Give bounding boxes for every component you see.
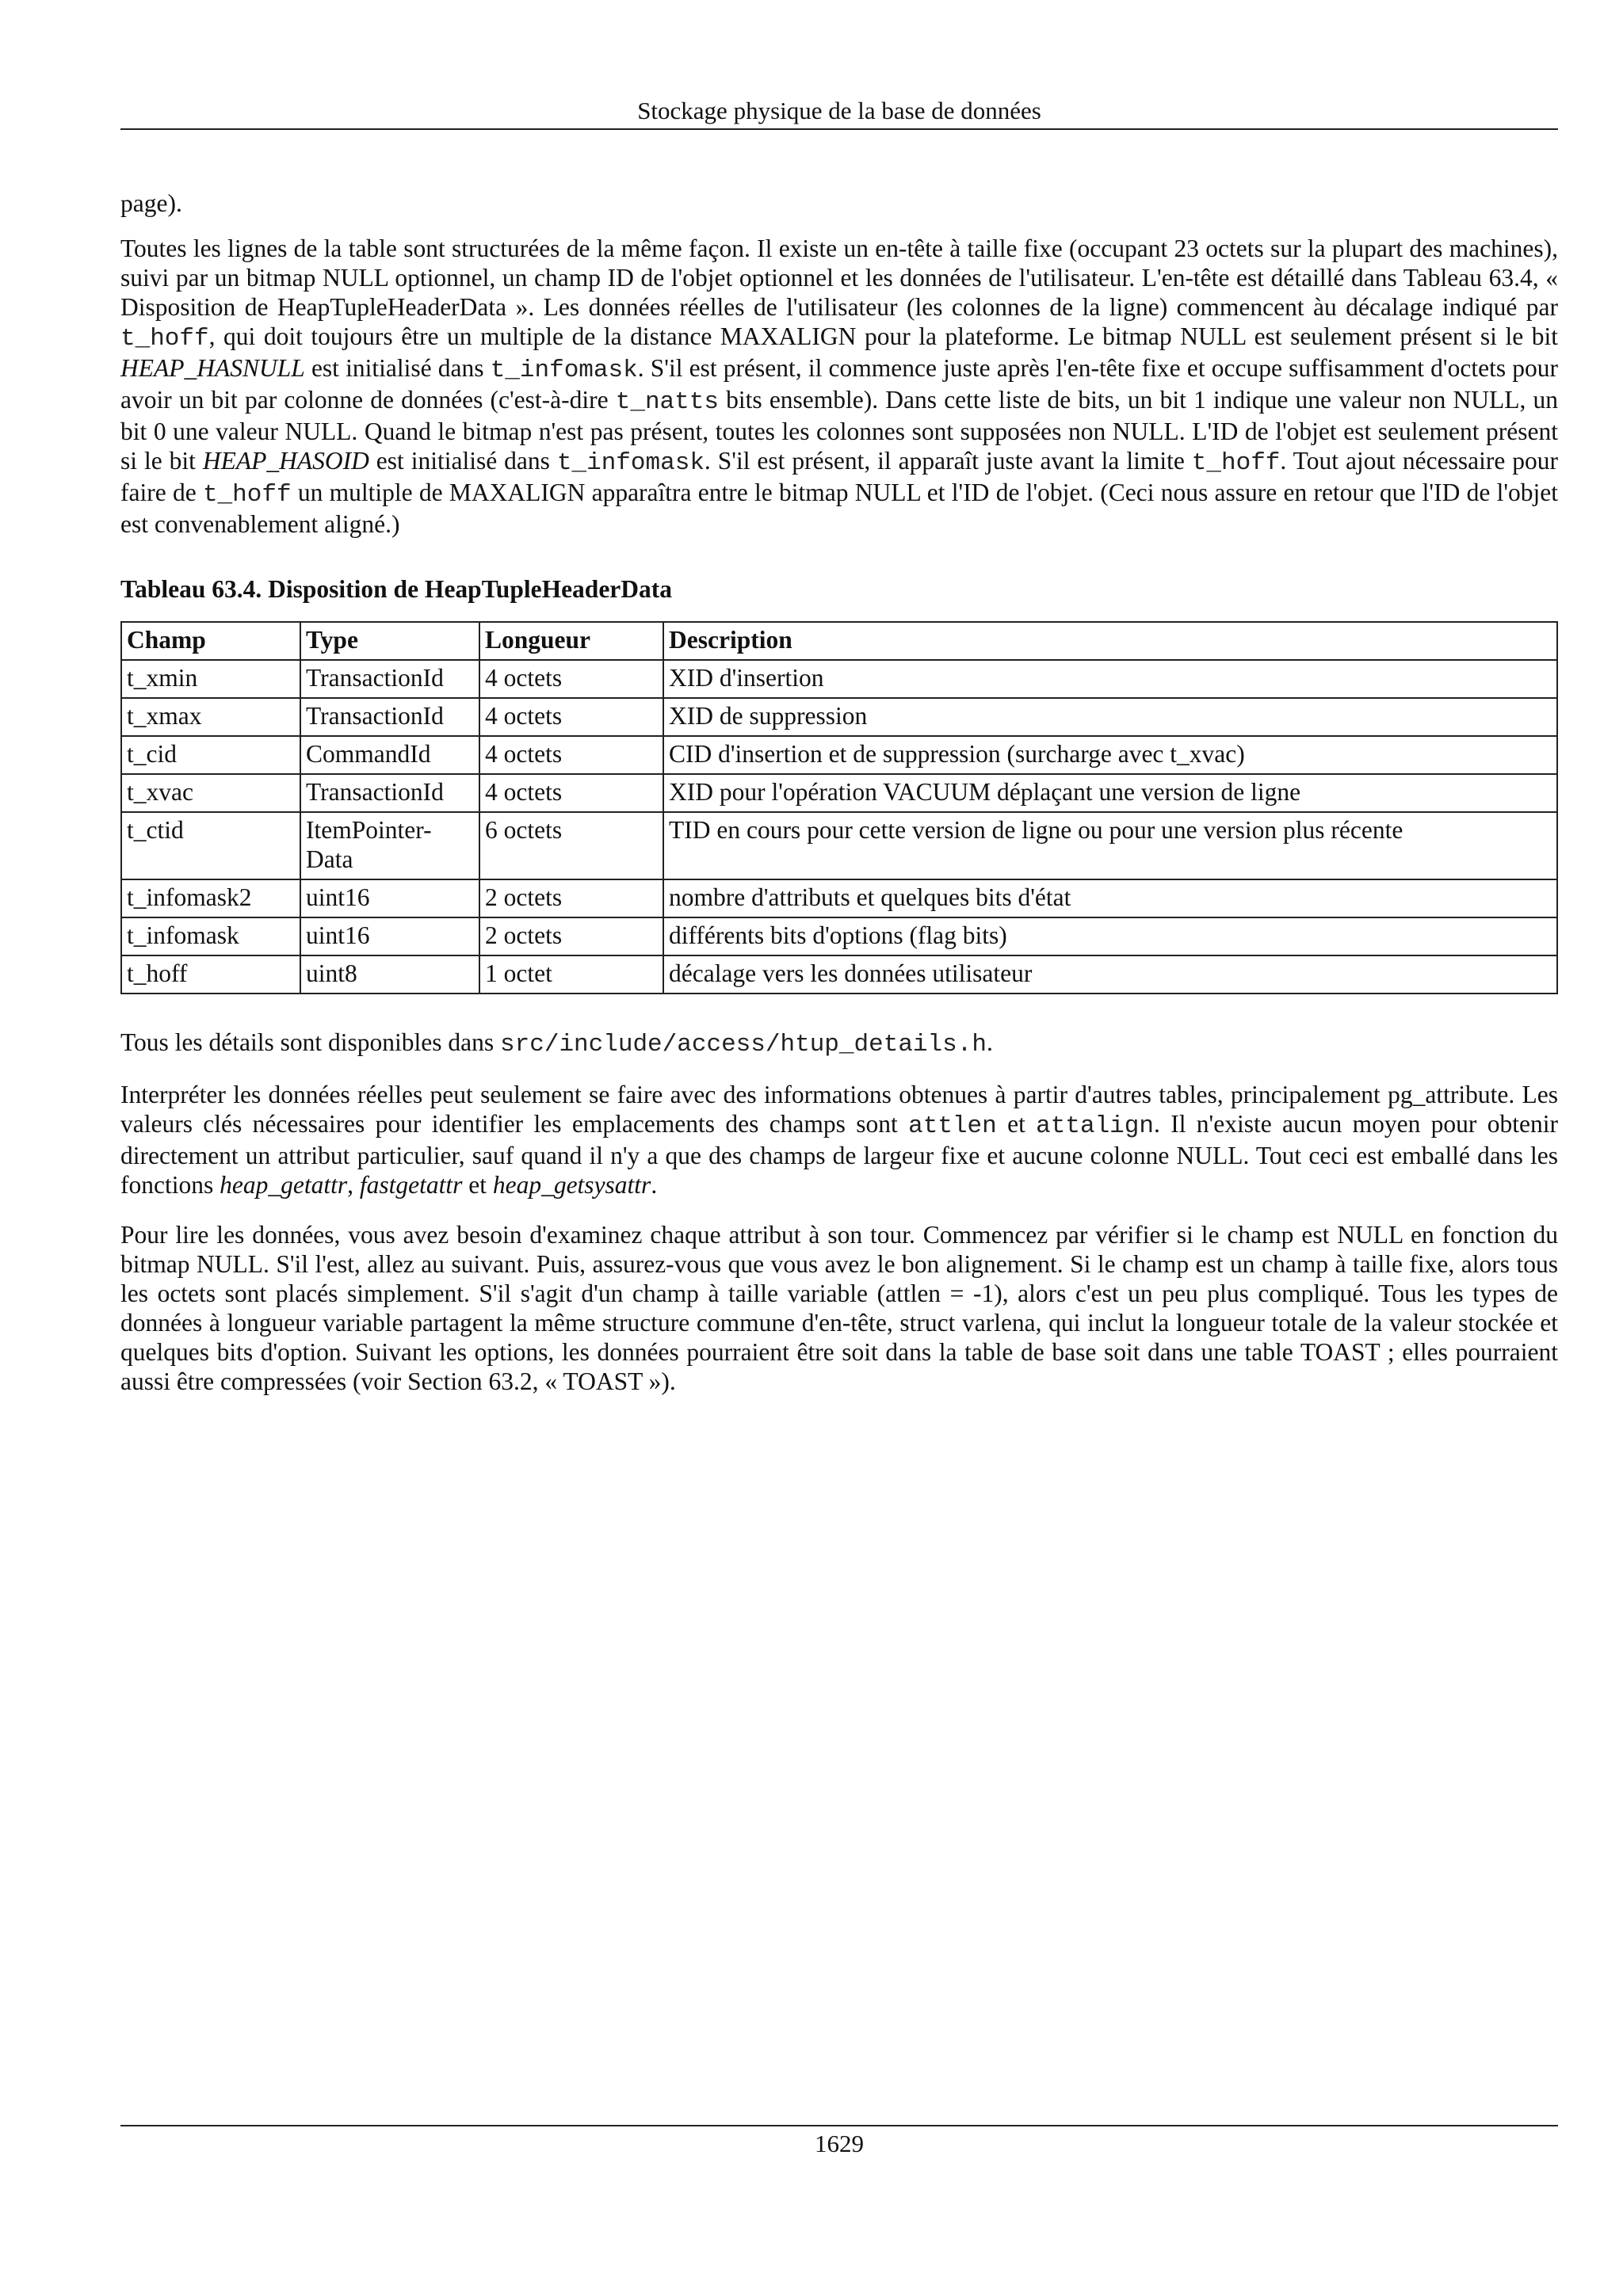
text-run: Tous les détails sont disponibles dans [120,1028,501,1056]
column-header-champ: Champ [121,622,300,660]
table-row-t-xmax [121,698,1557,736]
table-row-t-hoff [121,955,1557,994]
cell-longueur: 1 octet [479,955,663,994]
text-run: est initialisé dans [304,354,491,382]
inline-code: t_hoff [120,325,209,353]
inline-code: attalign [1036,1112,1154,1140]
text-run: Interpréter les données réelles peut seulement se faire avec des informations obtenues à partir d'autres tables, principalement pg_attribute. Les valeurs clés nécessaires pour identifier les emplacements des champs sont [120,1081,1558,1138]
column-header-type: Type [300,622,479,660]
cell-champ: t_xmin [121,660,300,698]
column-header-description: Description [663,622,1557,660]
table-row-t-infomask [121,917,1557,955]
paragraph-tuple-structure [120,234,1558,539]
paragraph-read [120,1220,1558,1396]
text-run: . Tout ajout nécessaire pour faire de [120,447,1558,506]
cell-champ: t_hoff [121,955,300,994]
cell-champ: t_cid [121,736,300,774]
cell-longueur: 4 octets [479,660,663,698]
table-row-t-infomask2 [121,879,1557,917]
table-row-t-xmin [121,660,1557,698]
cell-longueur: 4 octets [479,698,663,736]
column-header-longueur: Longueur [479,622,663,660]
page-number: 1629 [120,2125,1558,2158]
text-run: , [347,1171,360,1199]
page-content [120,189,1558,1417]
text-run: . Il n'existe aucun moyen pour obtenir directement un attribut particulier, sauf quand il n'y a que des champs de largeur fixe et aucune colonne NULL. Tout ceci est emballé dans les fonctions [120,1110,1558,1199]
cell-type: ItemPointer-Data [300,812,479,879]
inline-code: t_hoff [1191,449,1281,477]
cell-type: TransactionId [300,660,479,698]
emphasis: heap_getattr [220,1171,348,1199]
heaptupleheaderdata-table [120,621,1558,994]
cell-description: nombre d'attributs et quelques bits d'état [663,879,1557,917]
text-run: . S'il est présent, il commence juste après l'en-tête fixe et occupe suffisamment d'octets pour avoir un bit par colonne de données (c'est-à-dire [120,354,1558,414]
emphasis: heap_getsysattr [492,1171,651,1199]
cell-champ: t_infomask [121,917,300,955]
inline-code: t_hoff [202,481,292,509]
table-header-row [121,622,1557,660]
cell-type: uint16 [300,917,479,955]
cell-longueur: 6 octets [479,812,663,879]
paragraph-details [120,1028,1558,1059]
cell-description: décalage vers les données utilisateur [663,955,1557,994]
cell-description: différents bits d'options (flag bits) [663,917,1557,955]
inline-code: t_infomask [490,357,638,384]
emphasis: HEAP_HASOID [202,447,369,475]
text-run: . S'il est présent, il apparaît juste avant la limite [704,447,1192,475]
cell-longueur: 2 octets [479,879,663,917]
emphasis: fastgetattr [359,1171,463,1199]
cell-type: TransactionId [300,774,479,812]
inline-code: attlen [908,1112,997,1140]
text-run: un multiple de MAXALIGN apparaîtra entre le bitmap NULL et l'ID de l'objet. (Ceci nous assure en retour que l'ID de l'objet est convenablement aligné.) [120,479,1558,538]
cell-description: XID d'insertion [663,660,1557,698]
cell-champ: t_ctid [121,812,300,879]
paragraph-continuation: page). [120,189,182,217]
cell-description: TID en cours pour cette version de ligne ou pour une version plus récente [663,812,1557,879]
inline-code: src/include/access/htup_details.h [500,1031,987,1058]
cell-type: TransactionId [300,698,479,736]
table-body [121,660,1557,994]
cell-description: CID d'insertion et de suppression (surcharge avec t_xvac) [663,736,1557,774]
text-run: et [996,1110,1037,1138]
table-row-t-cid [121,736,1557,774]
running-header: Stockage physique de la base de données [120,93,1558,130]
table-row-t-xvac [121,774,1557,812]
cell-description: XID pour l'opération VACUUM déplaçant une version de ligne [663,774,1557,812]
cell-type: uint8 [300,955,479,994]
text-run: Pour lire les données, vous avez besoin d'examinez chaque attribut à son tour. Commencez par vérifier si le champ est NULL en fonction du bitmap NULL. S'il l'est, allez au suivant. Puis, assurez-vous que vous avez le bon alignement. Si le champ est un champ à taille fixe, alors tous les octets sont placés simplement. S'il s'agit d'un champ à taille variable (attlen = -1), alors c'est un peu plus compliqué. Tous les types de données à longueur variable partagent la même structure commune d'en-tête, struct varlena, qui inclut la longueur totale de la valeur stockée et quelques bits d'option. Suivant les options, les données pourraient être soit dans la table de base soit dans une table TOAST ; elles pourraient aussi être compressées (voir Section 63.2, « TOAST »). [120,1221,1558,1395]
text-run: Toutes les lignes de la table sont structurées de la même façon. Il existe un en-tête à taille fixe (occupant 23 octets sur la plupart des machines), suivi par un bitmap NULL optionnel, un champ ID de l'objet optionnel et les données de l'utilisateur. L'en-tête est détaillé dans Tableau 63.4, « Disposition de HeapTupleHeaderData ». Les données réelles de l'utilisateur (les colonnes de la ligne) commencent àu décalage indiqué par [120,235,1558,321]
table-caption: Tableau 63.4. Disposition de HeapTupleHeaderData [120,575,673,603]
text-run: bits ensemble). Dans cette liste de bits, un bit 1 indique une valeur non NULL, un bit 0 une valeur NULL. Quand le bitmap n'est pas présent, toutes les colonnes sont supposées non NULL. L'ID de l'objet est seulement présent si le bit [120,386,1558,475]
cell-champ: t_xvac [121,774,300,812]
inline-code: t_infomask [556,449,705,477]
text-run: est initialisé dans [369,447,557,475]
cell-longueur: 2 octets [479,917,663,955]
cell-type: CommandId [300,736,479,774]
text-run: . [986,1028,993,1056]
cell-champ: t_xmax [121,698,300,736]
cell-longueur: 4 octets [479,736,663,774]
cell-description: XID de suppression [663,698,1557,736]
text-run: et [462,1171,493,1199]
emphasis: HEAP_HASNULL [120,354,305,382]
cell-type: uint16 [300,879,479,917]
table-row-t-ctid [121,812,1557,879]
inline-code: t_natts [615,388,719,416]
text-run: , qui doit toujours être un multiple de la distance MAXALIGN pour la plateforme. Le bitmap NULL est seulement présent si le bit [208,322,1558,350]
paragraph-interpret [120,1080,1558,1199]
cell-champ: t_infomask2 [121,879,300,917]
text-run: . [651,1171,658,1199]
cell-longueur: 4 octets [479,774,663,812]
